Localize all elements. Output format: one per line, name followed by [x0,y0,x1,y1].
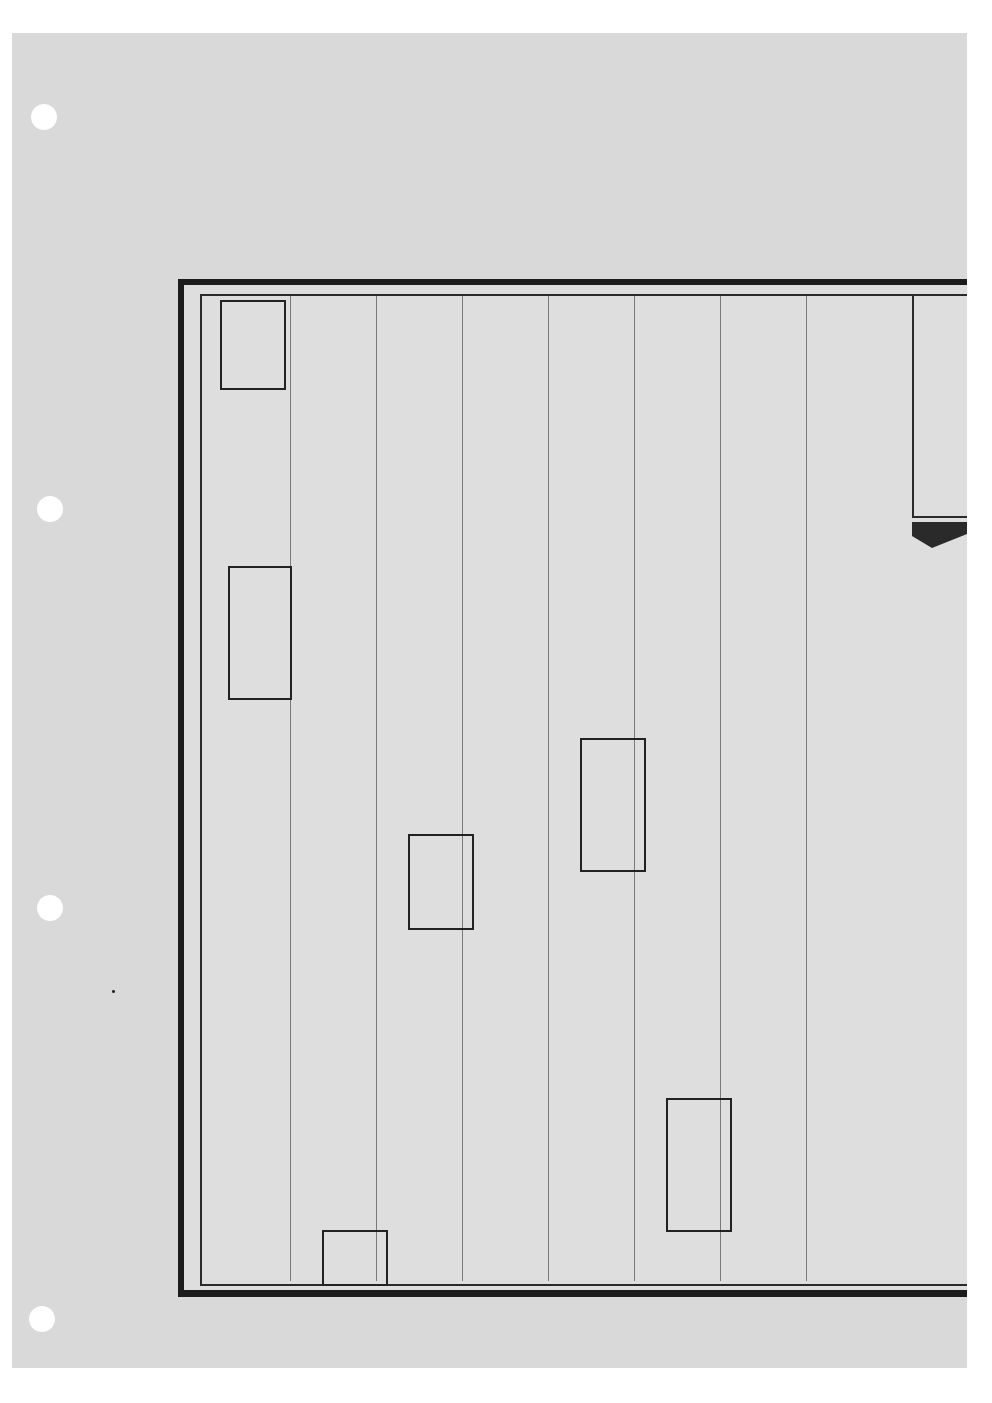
proper-name-box [666,1098,732,1232]
proper-name-box [322,1230,388,1286]
text-column-8 [232,312,290,1284]
text-column-7 [326,312,384,1284]
text-column-2 [756,312,814,1284]
binder-hole-3 [37,895,63,921]
binder-hole-4 [29,1306,55,1332]
proper-name-box [220,300,286,390]
text-column-1 [842,312,900,1284]
proper-name-box [580,738,646,872]
binder-hole-1 [31,104,57,130]
proper-name-box [228,566,292,700]
fish-tail-ornament [912,522,967,562]
speck [112,990,115,993]
margin-page-mark [936,1000,967,1060]
column-rule [290,296,291,1281]
proper-name-box [408,834,474,930]
text-column-6 [412,312,470,1284]
binder-hole-2 [37,496,63,522]
text-column-5 [498,312,556,1284]
book-title [914,300,967,510]
